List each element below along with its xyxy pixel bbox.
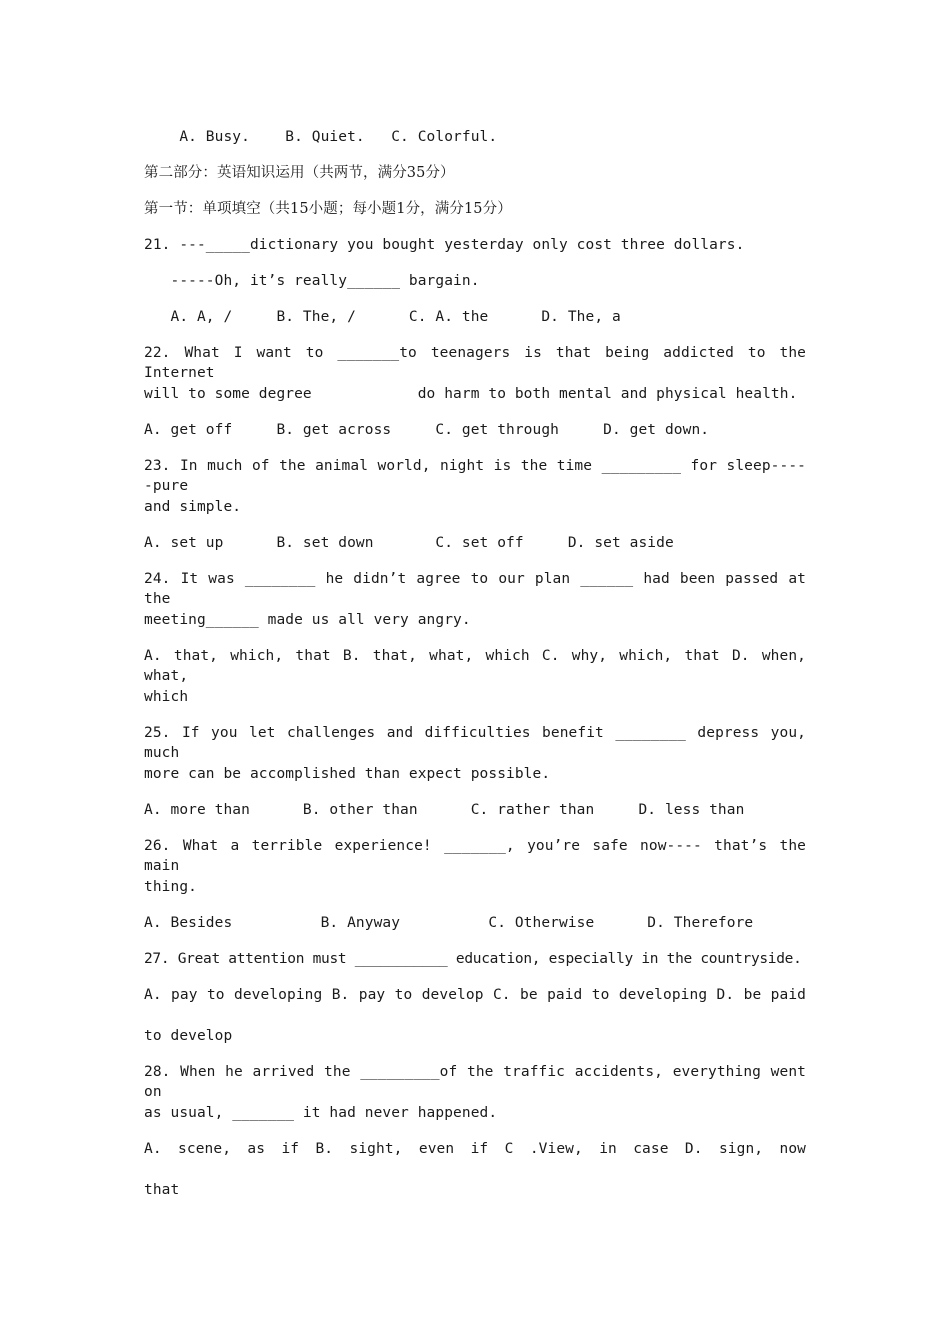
q27-stem: 27. Great attention must ___________ education, especially in the countryside. xyxy=(144,951,802,967)
q20-options: A. Busy. B. Quiet. C. Colorful. xyxy=(144,129,498,145)
q24-stem-line1: 24. It was ________ he didn’t agree to our plan ______ had been passed at the xyxy=(144,571,806,607)
q28-options-line1: A. scene, as if B. sight, even if C .View, in case D. sign, now xyxy=(144,1141,806,1157)
q23-options: A. set up B. set down C. set off D. set aside xyxy=(144,535,674,551)
q24-stem-line2: meeting______ made us all very angry. xyxy=(144,612,471,628)
q25-stem-line2: more can be accomplished than expect possible. xyxy=(144,766,551,782)
q27-options-line1: A. pay to developing B. pay to develop C. be paid to developing D. be paid xyxy=(144,987,806,1003)
q22-options: A. get off B. get across C. get through D. get down. xyxy=(144,422,710,438)
q28-stem-line2: as usual, _______ it had never happened. xyxy=(144,1105,498,1121)
q28-stem-line1: 28. When he arrived the _________of the traffic accidents, everything went on xyxy=(144,1064,806,1100)
q21-options: A. A, / B. The, / C. A. the D. The, a xyxy=(144,309,621,325)
q21-reply: -----Oh, it’s really______ bargain. xyxy=(144,273,480,289)
q28-options-line2: that xyxy=(144,1182,180,1198)
q24-options-line1: A. that, which, that B. that, what, which C. why, which, that D. when, what, xyxy=(144,648,806,684)
q22-stem-line2: will to some degree do harm to both mental and physical health. xyxy=(144,386,798,402)
q21-stem: 21. ---_____dictionary you bought yesterday only cost three dollars. xyxy=(144,237,745,253)
section-heading-part2: 第二部分：英语知识运用（共两节，满分35分） xyxy=(144,165,455,181)
q23-stem-line2: and simple. xyxy=(144,499,242,515)
q24-options-line2: which xyxy=(144,689,189,705)
q23-stem-line1: 23. In much of the animal world, night is the time _________ for sleep-----pure xyxy=(144,458,806,494)
q22-stem-line1: 22. What I want to _______to teenagers is that being addicted to the Internet xyxy=(144,345,806,381)
q26-stem-line1: 26. What a terrible experience! _______, you’re safe now---- that’s the main xyxy=(144,838,806,874)
q25-stem-line1: 25. If you let challenges and difficulties benefit ________ depress you, much xyxy=(144,725,806,761)
q25-options: A. more than B. other than C. rather than D. less than xyxy=(144,802,745,818)
section-heading-single-choice: 第一节：单项填空（共15小题；每小题1分，满分15分） xyxy=(144,201,512,217)
q27-options-line2: to develop xyxy=(144,1028,233,1044)
q26-options: A. Besides B. Anyway C. Otherwise D. Therefore xyxy=(144,915,754,931)
q26-stem-line2: thing. xyxy=(144,879,197,895)
